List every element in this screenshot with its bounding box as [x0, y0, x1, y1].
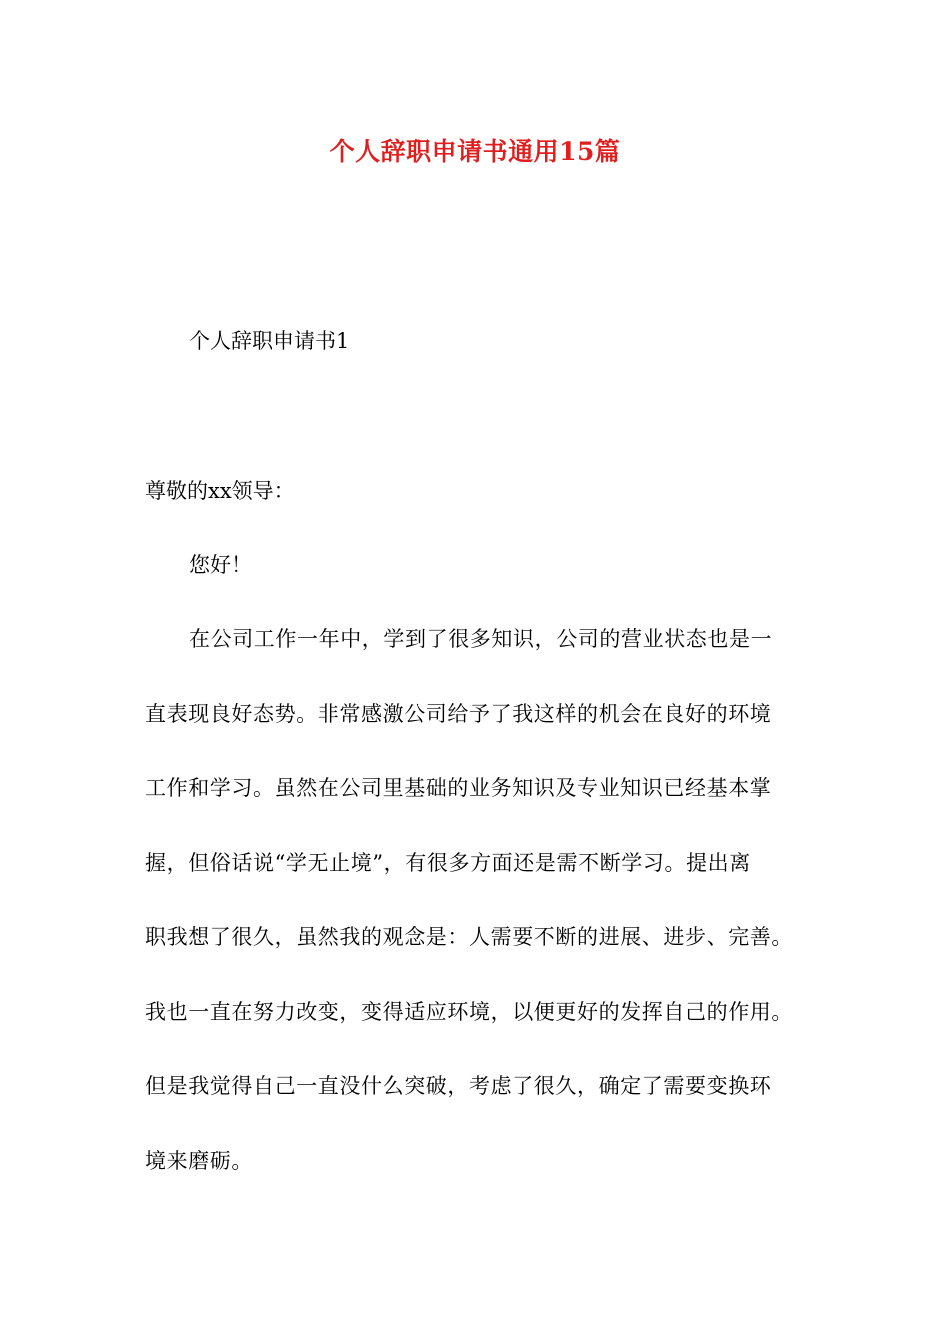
letter-salutation: 尊敬的xx领导：: [145, 479, 295, 503]
letter-body: [145, 624, 845, 1220]
body-line: 境来磨砺。: [145, 1148, 253, 1173]
body-line: 握，但俗话说“学无止境”，有很多方面还是需不断学习。提出离: [145, 850, 751, 875]
page-title: 个人辞职申请书通用15篇: [329, 137, 621, 166]
body-line: 工作和学习。虽然在公司里基础的业务知识及专业知识已经基本掌: [145, 776, 772, 800]
section-heading: 个人辞职申请书1: [189, 329, 350, 353]
body-line: 但是我觉得自己一直没什么突破，考虑了很久，确定了需要变换环: [145, 1074, 772, 1098]
body-line: 直表现良好态势。非常感激公司给予了我这样的机会在良好的环境: [145, 701, 772, 726]
letter-greeting: 您好！: [189, 553, 252, 577]
body-line: 在公司工作一年中，学到了很多知识，公司的营业状态也是一: [189, 627, 773, 651]
body-line: 职我想了很久，虽然我的观念是：人需要不断的进展、进步、完善。: [145, 925, 793, 949]
body-line: 我也一直在努力改变，变得适应环境，以便更好的发挥自己的作用。: [145, 999, 793, 1024]
